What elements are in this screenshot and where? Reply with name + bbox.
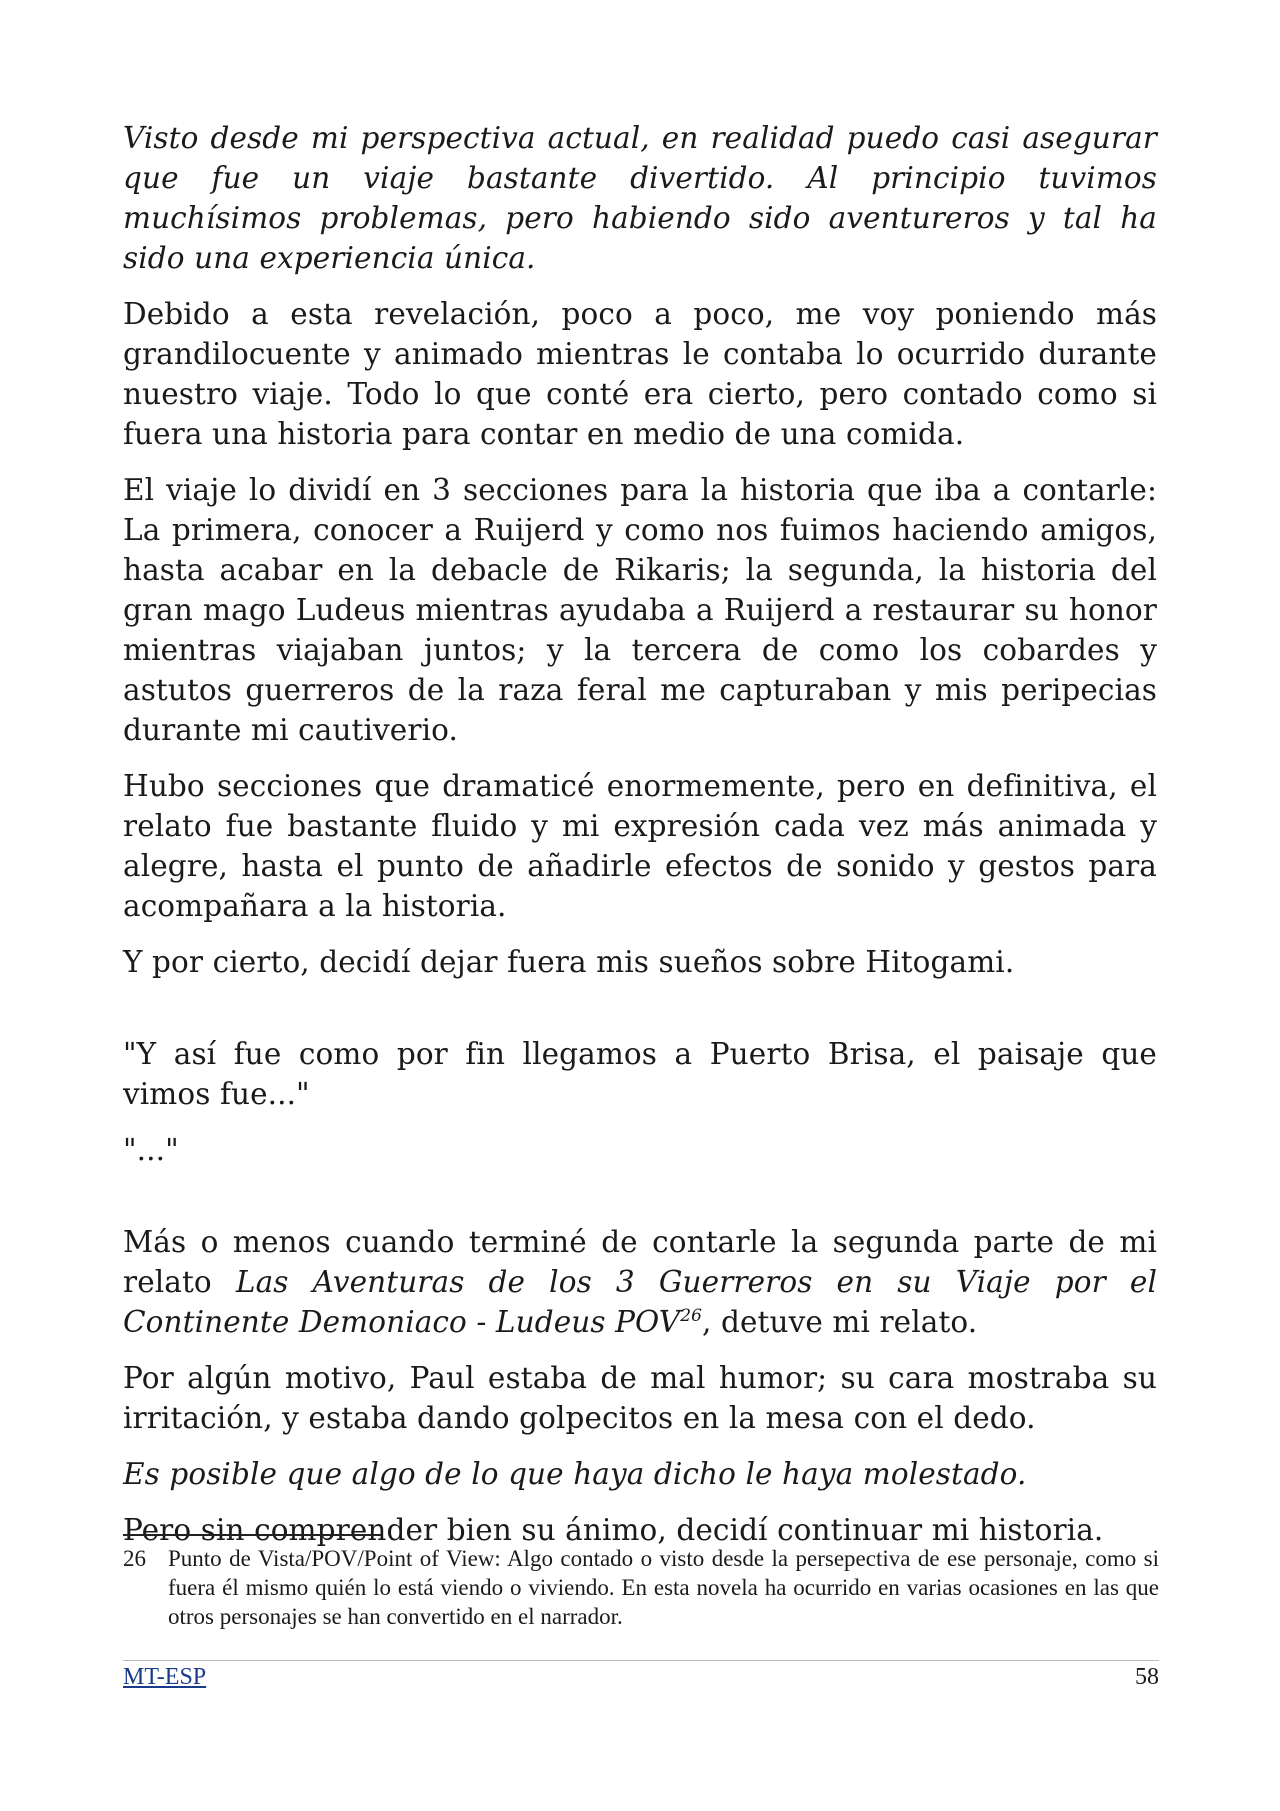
footnote-text: Punto de Vista/POV/Point of View: Algo contado o visto desde la persepectiva de ese personaje, como si fuera él mismo quién lo está viendo o viviendo. En esta novela ha ocurrido en varias ocasiones en las que otros personajes se han convertido en el narrador. [168, 1546, 1159, 1629]
paragraph-3: El viaje lo dividí en 3 secciones para la historia que iba a contarle: La primera, conocer a Ruijerd y como nos fuimos haciendo amigos, hasta acabar en la debacle de Rikaris; la segunda, la historia del gran mago Ludeus mientras ayudaba a Ruijerd a restaurar su honor mientras viajaban juntos; y la tercera de como los cobardes y astutos guerreros de la raza feral me capturaban y mis peripecias durante mi cautiverio. [123, 473, 1157, 747]
paragraph-6: "Y así fue como por fin llegamos a Puerto Brisa, el paisaje que vimos fue..." [123, 1037, 1157, 1111]
paragraph-7: "..." [123, 1133, 179, 1167]
paragraph-8-tail: , detuve mi relato. [702, 1305, 978, 1339]
paragraph-5: Y por cierto, decidí dejar fuera mis sueños sobre Hitogami. [123, 945, 1015, 979]
paragraph-11: Pero sin comprender bien su ánimo, decidí continuar mi historia. [123, 1513, 1104, 1547]
paragraph-8 [123, 1222, 1157, 1342]
footer-separator [123, 1660, 1159, 1661]
paragraph-2: Debido a esta revelación, poco a poco, me voy poniendo más grandilocuente y animado mientras le contaba lo ocurrido durante nuestro viaje. Todo lo que conté era cierto, pero contado como si fuera una historia para contar en medio de una comida. [123, 297, 1157, 451]
page-body [123, 118, 1157, 1566]
footnote-separator [123, 1534, 381, 1536]
paragraph-4: Hubo secciones que dramaticé enormemente, pero en definitiva, el relato fue bastante fluido y mi expresión cada vez más animada y alegre, hasta el punto de añadirle efectos de sonido y gestos para acompañara a la historia. [123, 769, 1157, 923]
footer-site-link[interactable]: MT-ESP [123, 1664, 207, 1690]
paragraph-1: Visto desde mi perspectiva actual, en realidad puedo casi asegurar que fue un viaje bastante divertido. Al principio tuvimos muchísimos problemas, pero habiendo sido aventureros y tal ha sido una experiencia única. [123, 121, 1157, 275]
story-title: Las Aventuras de los 3 Guerreros en su Viaje por el Continente Demoniaco - Ludeus POV [123, 1265, 1157, 1339]
footnote [123, 1544, 1159, 1631]
footnote-number: 26 [123, 1546, 146, 1571]
paragraph-9: Por algún motivo, Paul estaba de mal humor; su cara mostraba su irritación, y estaba dando golpecitos en la mesa con el dedo. [123, 1361, 1157, 1435]
page-number: 58 [1135, 1664, 1159, 1690]
paragraph-10: Es posible que algo de lo que haya dicho le haya molestado. [123, 1457, 1027, 1491]
paragraph-8-lead: Más o menos cuando terminé de contarle la segunda parte de mi relato [123, 1225, 1157, 1299]
footnote-reference[interactable]: 26 [680, 1306, 703, 1327]
